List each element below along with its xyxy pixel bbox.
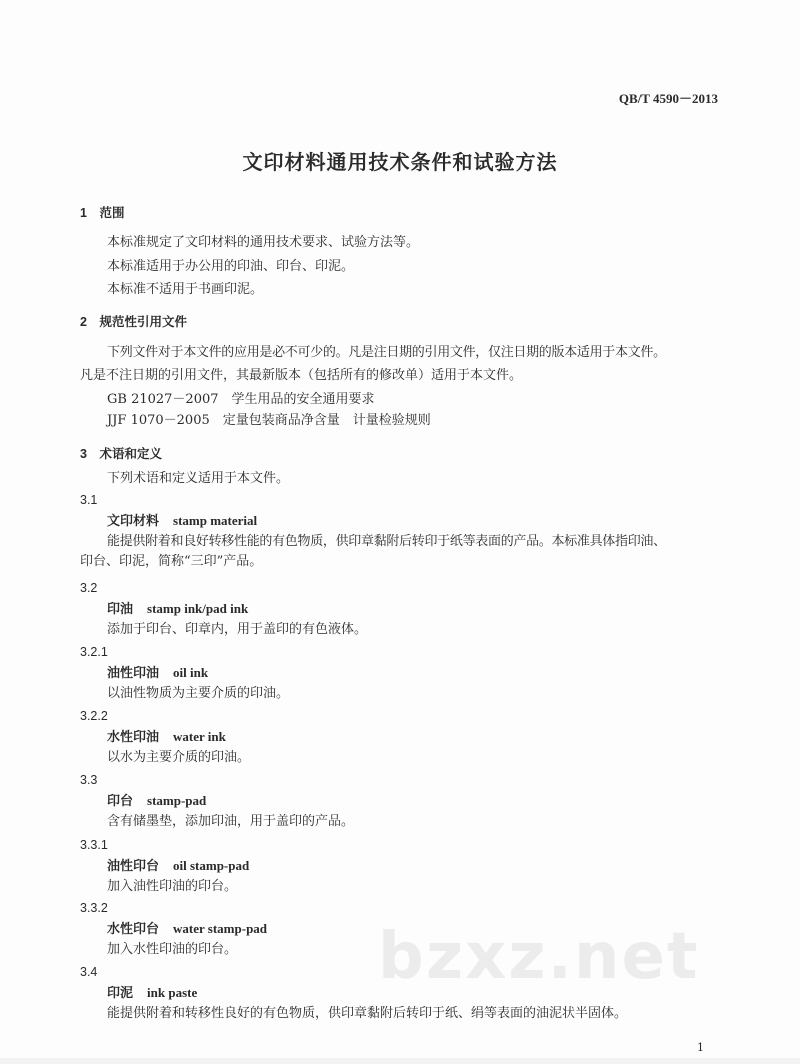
- page-number: 1: [697, 1041, 704, 1054]
- term-definition: 能提供附着和良好转移性能的有色物质，供印章黏附后转印于纸等表面的产品。本标准具体指印油、: [107, 534, 666, 549]
- term-zh: 水性印油: [107, 730, 160, 745]
- reference: JJF 1070－2005 定量包装商品净含量 计量检验规则: [107, 413, 431, 428]
- term-number: 3.2.1: [80, 645, 108, 659]
- section-1-heading: 1 范围: [80, 206, 125, 220]
- term-heading: [107, 600, 248, 619]
- paragraph: 凡是不注日期的引用文件，其最新版本（包括所有的修改单）适用于本文件。: [80, 368, 523, 383]
- paragraph: 本标准不适用于书画印泥。: [107, 282, 264, 297]
- term-en: ink paste: [147, 985, 198, 1000]
- watermark: bzxz.net: [378, 920, 700, 994]
- term-heading: [107, 792, 206, 811]
- term-zh: 印台: [107, 794, 134, 809]
- paragraph: 下列术语和定义适用于本文件。: [107, 471, 290, 486]
- document-title: 文印材料通用技术条件和试验方法: [242, 150, 558, 174]
- term-heading: [107, 664, 208, 683]
- term-heading: [107, 512, 257, 531]
- term-en: oil ink: [173, 665, 209, 680]
- term-definition: 添加于印台、印章内，用于盖印的有色液体。: [107, 622, 368, 637]
- term-zh: 水性印台: [107, 922, 160, 937]
- term-heading: [107, 857, 249, 876]
- term-zh: 印泥: [107, 986, 134, 1001]
- term-definition: 含有储墨垫，添加印油，用于盖印的产品。: [107, 814, 355, 829]
- term-zh: 印油: [107, 602, 134, 617]
- reference: GB 21027－2007 学生用品的安全通用要求: [107, 392, 375, 407]
- term-en: stamp ink/pad ink: [147, 601, 249, 616]
- term-definition: 以水为主要介质的印油。: [107, 750, 251, 765]
- term-zh: 文印材料: [107, 514, 160, 529]
- term-en: stamp material: [173, 513, 258, 528]
- standard-number: QB/T 4590－2013: [618, 91, 718, 106]
- term-zh: 油性印台: [107, 859, 160, 874]
- term-number: 3.3.1: [80, 838, 108, 852]
- term-heading: [107, 728, 226, 747]
- section-2-heading: 2 规范性引用文件: [80, 315, 187, 329]
- term-zh: 油性印油: [107, 666, 160, 681]
- term-definition: 以油性物质为主要介质的印油。: [107, 686, 290, 701]
- term-heading: [107, 984, 197, 1003]
- paragraph: 下列文件对于本文件的应用是必不可少的。凡是注日期的引用文件，仅注日期的版本适用于本文件。: [107, 345, 666, 360]
- term-number: 3.1: [80, 493, 98, 507]
- term-number: 3.2: [80, 581, 98, 595]
- term-number: 3.4: [80, 965, 98, 979]
- term-definition: 能提供附着和转移性良好的有色物质，供印章黏附后转印于纸、绢等表面的油泥状半固体。: [107, 1006, 628, 1021]
- term-definition: 加入油性印油的印台。: [107, 879, 238, 894]
- term-definition-cont: 印台、印泥，简称“三印”产品。: [80, 554, 263, 569]
- term-heading: [107, 920, 267, 939]
- term-en: stamp-pad: [147, 793, 207, 808]
- term-number: 3.3.2: [80, 901, 108, 915]
- term-en: oil stamp-pad: [173, 858, 250, 873]
- term-number: 3.2.2: [80, 709, 108, 723]
- term-en: water ink: [173, 729, 226, 744]
- term-definition: 加入水性印油的印台。: [107, 942, 238, 957]
- term-en: water stamp-pad: [173, 921, 268, 936]
- section-3-heading: 3 术语和定义: [80, 447, 162, 461]
- paragraph: 本标准规定了文印材料的通用技术要求、试验方法等。: [107, 235, 420, 250]
- paragraph: 本标准适用于办公用的印油、印台、印泥。: [107, 259, 355, 274]
- term-number: 3.3: [80, 773, 98, 787]
